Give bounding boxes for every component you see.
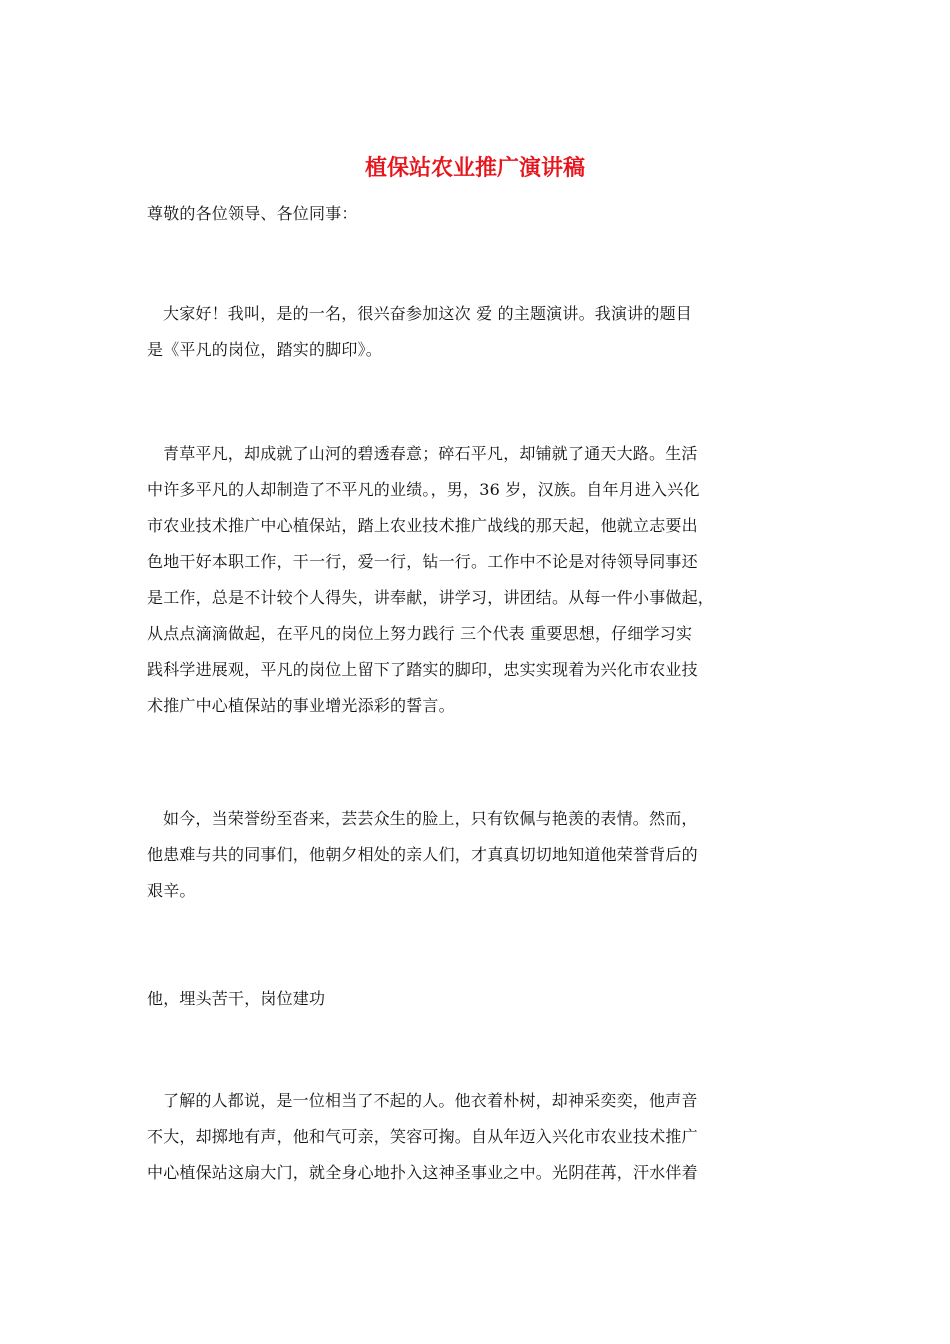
paragraph-line: 市农业技术推广中心植保站，踏上农业技术推广战线的那天起，他就立志要出 (147, 516, 698, 535)
document-title: 植保站农业推广演讲稿 (364, 155, 585, 181)
paragraph-line: 青草平凡，却成就了山河的碧透春意；碎石平凡，却铺就了通天大路。生活 (163, 444, 698, 463)
paragraph-line: 色地干好本职工作，干一行，爱一行，钻一行。工作中不论是对待领导同事还 (147, 552, 698, 571)
paragraph-1 (147, 296, 807, 368)
paragraph-line: 践科学进展观，平凡的岗位上留下了踏实的脚印，忠实实现着为兴化市农业技 (147, 660, 698, 679)
paragraph-line: 中心植保站这扇大门，就全身心地扑入这神圣事业之中。光阴荏苒，汗水伴着 (147, 1163, 698, 1182)
paragraph-line: 大家好！我叫，是的一名，很兴奋参加这次 爱 的主题演讲。我演讲的题目 (163, 304, 692, 323)
paragraph-line: 他患难与共的同事们，他朝夕相处的亲人们，才真真切切地知道他荣誉背后的 (147, 845, 698, 864)
paragraph-2 (147, 436, 807, 724)
paragraph-line: 不大，却掷地有声，他和气可亲，笑容可掬。自从年迈入兴化市农业技术推广 (147, 1127, 698, 1146)
salutation-line: 尊敬的各位领导、各位同事： (147, 204, 358, 223)
paragraph-line: 中许多平凡的人却制造了不平凡的业绩。，男，36 岁，汉族。自年月进入兴化 (147, 480, 700, 499)
paragraph-3 (147, 801, 807, 909)
paragraph-line: 艰辛。 (147, 881, 196, 900)
section-heading-line: 他，埋头苦干，岗位建功 (147, 989, 326, 1008)
paragraph-line: 是工作，总是不计较个人得失，讲奉献，讲学习，讲团结。从每一件小事做起， (147, 588, 715, 607)
section-heading (147, 981, 807, 1017)
paragraph-line: 了解的人都说，是一位相当了不起的人。他衣着朴树，却神采奕奕，他声音 (163, 1091, 698, 1110)
paragraph-4 (147, 1083, 807, 1191)
salutation (147, 196, 807, 232)
paragraph-line: 从点点滴滴做起，在平凡的岗位上努力践行 三个代表 重要思想，仔细学习实 (147, 624, 693, 643)
paragraph-line: 是《平凡的岗位，踏实的脚印》。 (147, 340, 383, 359)
paragraph-line: 如今，当荣誉纷至沓来，芸芸众生的脸上，只有钦佩与艳羡的表情。然而， (163, 809, 698, 828)
paragraph-line: 术推广中心植保站的事业增光添彩的誓言。 (147, 696, 455, 715)
